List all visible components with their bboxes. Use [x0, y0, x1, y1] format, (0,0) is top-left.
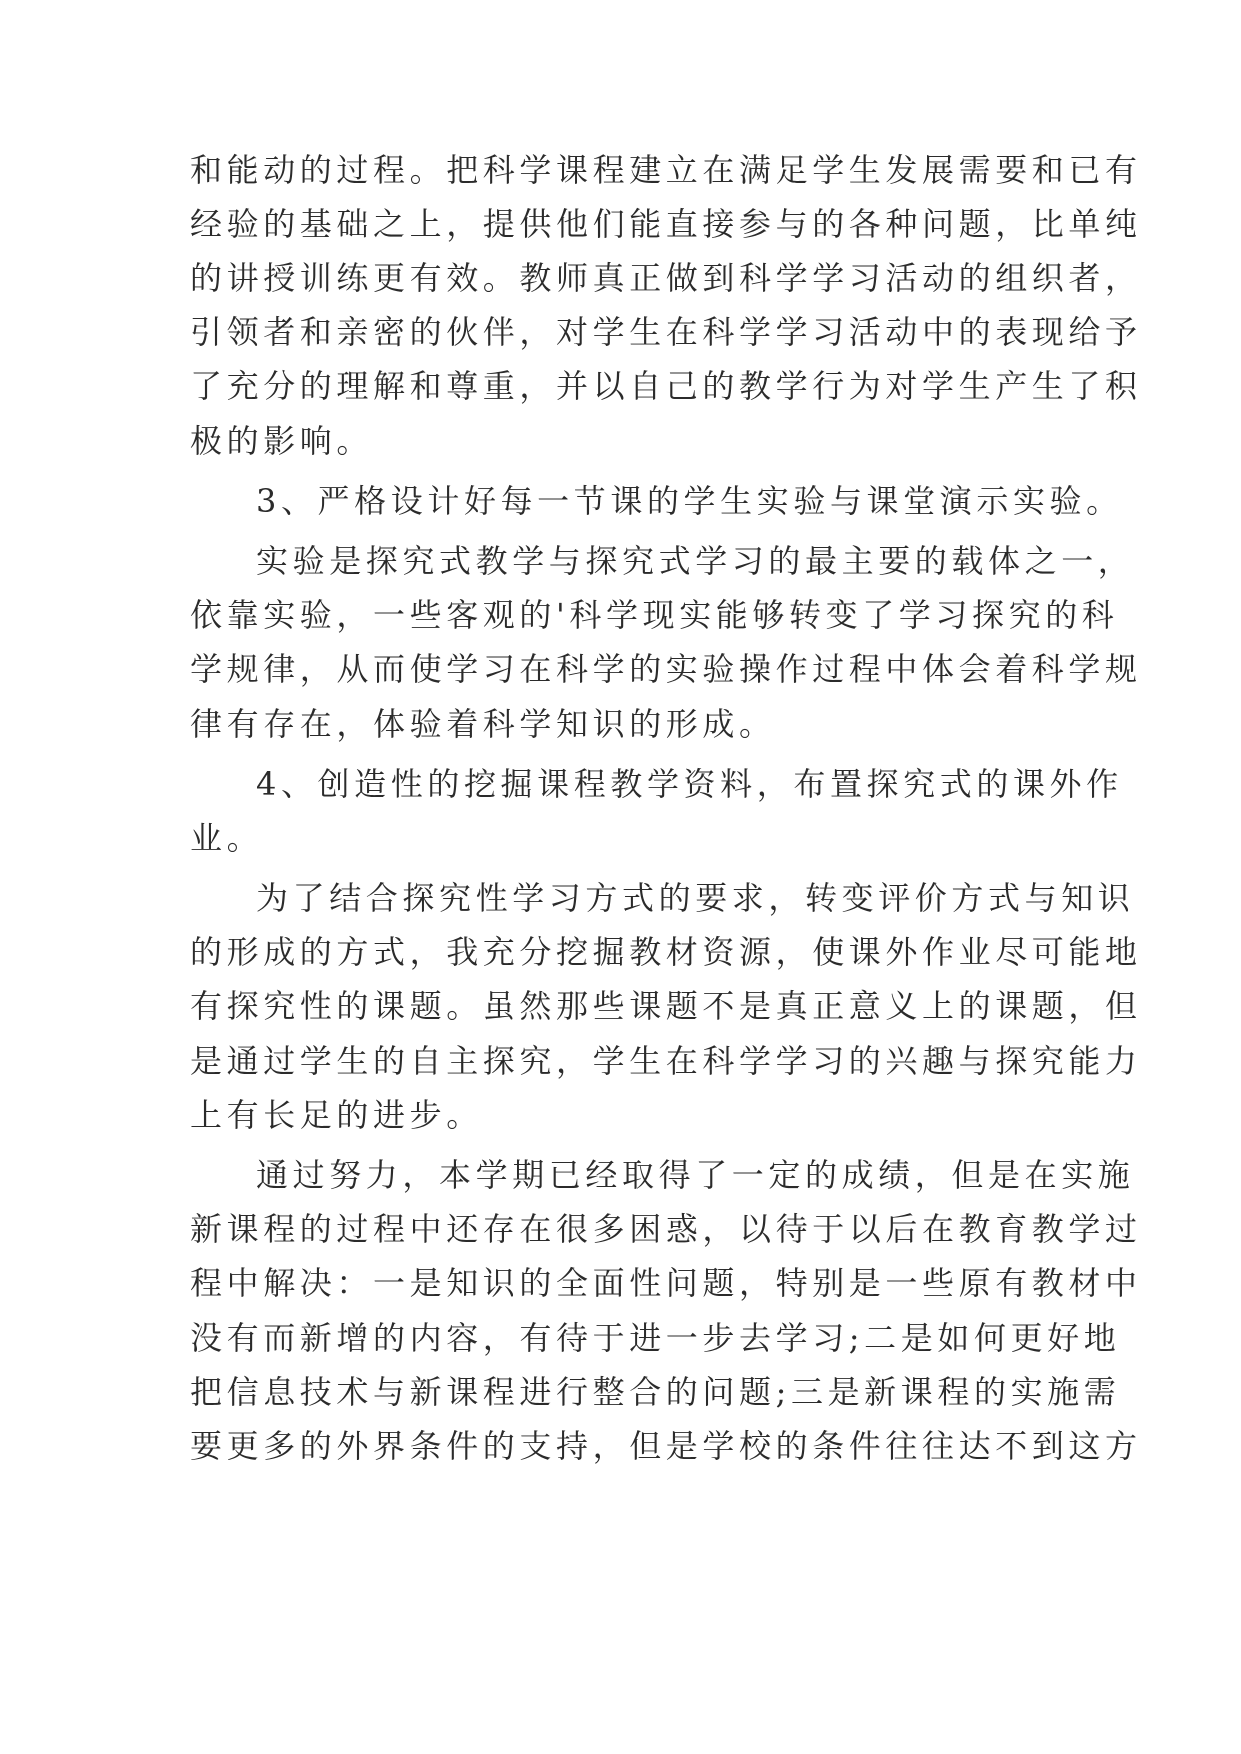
text-line: 的讲授训练更有效。教师真正做到科学学习活动的组织者，	[190, 259, 1142, 297]
section-heading: 4、创造性的挖掘课程教学资料，布置探究式的课外作	[256, 765, 1123, 803]
text-line: 和能动的过程。把科学课程建立在满足学生发展需要和已有	[190, 151, 1142, 189]
text-line: 律有存在，体验着科学知识的形成。	[190, 705, 776, 743]
text-line: 是通过学生的自主探究，学生在科学学习的兴趣与探究能力	[190, 1042, 1142, 1080]
text-line: 上有长足的进步。	[190, 1096, 483, 1134]
text-line: 要更多的外界条件的支持，但是学校的条件往往达不到这方	[190, 1427, 1142, 1465]
text-line: 为了结合探究性学习方式的要求，转变评价方式与知识	[256, 879, 1135, 917]
text-line: 没有而新增的内容，有待于进一步去学习;二是如何更好地	[190, 1319, 1121, 1357]
text-line: 新课程的过程中还存在很多困惑，以待于以后在教育教学过	[190, 1210, 1142, 1248]
text-line: 依靠实验，一些客观的'科学现实能够转变了学习探究的科	[190, 596, 1119, 634]
text-line: 实验是探究式教学与探究式学习的最主要的载体之一，	[256, 542, 1135, 580]
text-line: 把信息技术与新课程进行整合的问题;三是新课程的实施需	[190, 1373, 1121, 1411]
text-line: 业。	[190, 819, 264, 857]
text-line: 的形成的方式，我充分挖掘教材资源，使课外作业尽可能地	[190, 933, 1142, 971]
text-line: 程中解决：一是知识的全面性问题，特别是一些原有教材中	[190, 1264, 1142, 1302]
text-line: 引领者和亲密的伙伴，对学生在科学学习活动中的表现给予	[190, 313, 1142, 351]
text-line: 了充分的理解和尊重，并以自己的教学行为对学生产生了积	[190, 367, 1142, 405]
text-line: 有探究性的课题。虽然那些课题不是真正意义上的课题，但	[190, 987, 1142, 1025]
text-line: 极的影响。	[190, 422, 374, 460]
text-line: 学规律，从而使学习在科学的实验操作过程中体会着科学规	[190, 650, 1142, 688]
text-line: 通过努力，本学期已经取得了一定的成绩，但是在实施	[256, 1156, 1135, 1194]
section-heading: 3、严格设计好每一节课的学生实验与课堂演示实验。	[256, 482, 1123, 520]
text-line: 经验的基础之上，提供他们能直接参与的各种问题，比单纯	[190, 205, 1142, 243]
